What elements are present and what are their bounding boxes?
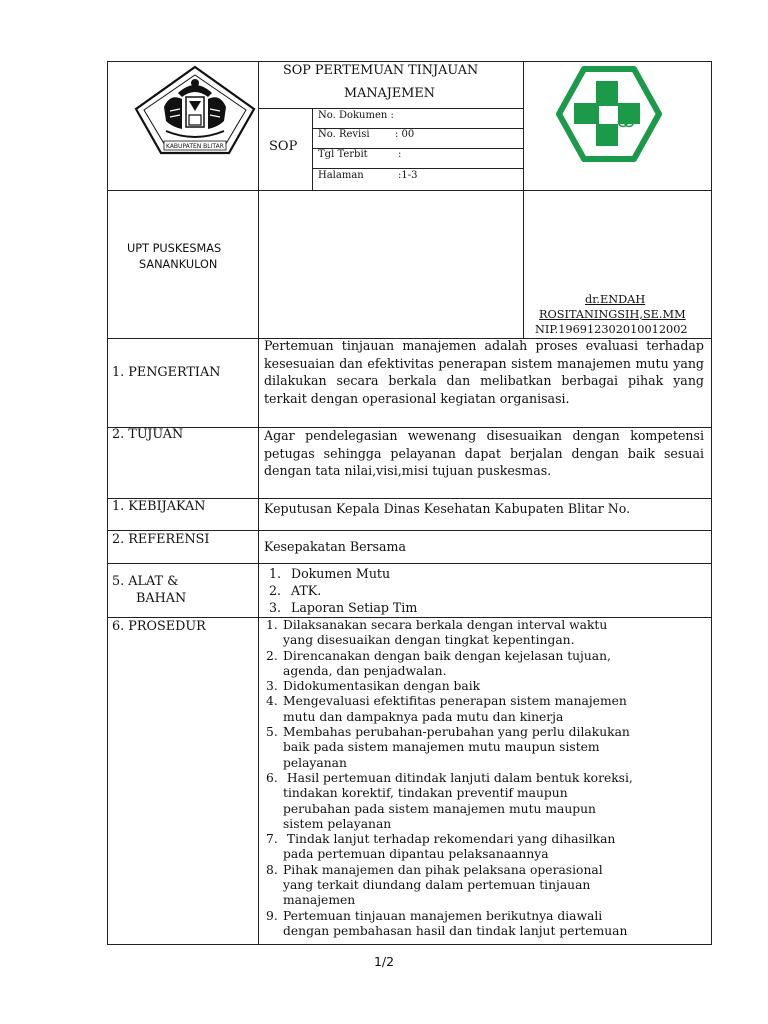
prosedur-item-line: mutu dan dampaknya pada mutu dan kinerja xyxy=(283,709,564,724)
alat-item-number: 3. xyxy=(269,600,282,615)
section-label-pengertian: 1. PENGERTIAN xyxy=(112,365,221,380)
prosedur-item-line: Membahas perubahan-perubahan yang perlu dilakukan xyxy=(283,725,630,740)
prosedur-item-line: Tindak lanjut terhadap rekomendari yang dihasilkan xyxy=(283,832,616,847)
field-tgl-terbit-label: Tgl Terbit xyxy=(318,149,368,160)
puskesmas-logo xyxy=(556,66,662,162)
section-text-tujuan: Agar pendelegasian wewenang disesuaikan dengan kompetensi petugas sehingga pelayanan dapat berjalan dengan baik sesuai dengan tata nilai,visi,misi tujuan puskesmas. xyxy=(264,428,704,478)
section-label-bahan: BAHAN xyxy=(136,591,187,606)
sop-document xyxy=(107,61,712,944)
field-no-revisi-label: No. Revisi xyxy=(318,129,370,140)
field-no-revisi-value: : 00 xyxy=(395,129,415,140)
section-label-tujuan: 2. TUJUAN xyxy=(112,427,184,442)
signatory-name-line1: dr.ENDAH xyxy=(585,293,646,306)
section-label-prosedur: 6. PROSEDUR xyxy=(112,619,206,634)
border-top xyxy=(107,61,712,62)
prosedur-item-line: Mengevaluasi efektifitas penerapan sistem manajemen xyxy=(283,694,627,709)
alat-item-number: 1. xyxy=(269,566,282,581)
field-halaman-value: :1-3 xyxy=(398,170,418,181)
prosedur-item xyxy=(259,909,709,940)
prosedur-item-number: 1. xyxy=(266,618,278,632)
page-number: 1/2 xyxy=(373,954,395,969)
prosedur-item-line: Dilaksanakan secara berkala dengan interval waktu xyxy=(283,618,608,632)
prosedur-item xyxy=(259,863,709,909)
document-title-line1: SOP PERTEMUAN TINJAUAN xyxy=(283,63,479,78)
section-text-pengertian: Pertemuan tinjauan manajemen adalah proses evaluasi terhadap kesesuaian dan efektivitas penerapan sistem manajemen mutu yang dilakukan secara berkala dan melibatkan berbagai pihak yang terkait dengan operasional kegiatan organisasi. xyxy=(264,338,704,406)
prosedur-item-line: tindakan korektif, tindakan preventif maupun xyxy=(283,786,568,801)
prosedur-item-number: 8. xyxy=(266,862,278,877)
prosedur-item-number: 4. xyxy=(266,694,278,709)
prosedur-list xyxy=(259,618,709,939)
field-tgl-terbit-value: : xyxy=(398,149,402,160)
prosedur-item-number: 2. xyxy=(266,648,278,663)
prosedur-item-number: 7. xyxy=(266,832,278,847)
prosedur-item xyxy=(259,679,709,694)
section-text-kebijakan: Keputusan Kepala Dinas Kesehatan Kabupaten Blitar No. xyxy=(264,501,631,516)
prosedur-item-line: baik pada sistem manajemen mutu maupun sistem xyxy=(283,740,600,755)
prosedur-item-line: Pihak manajemen dan pihak pelaksana operasional xyxy=(283,862,603,877)
prosedur-item-line: Hasil pertemuan ditindak lanjuti dalam bentuk koreksi, xyxy=(283,770,633,785)
prosedur-item-line: yang terkait diundang dalam pertemuan tinjauan xyxy=(283,878,591,893)
border-bottom xyxy=(107,944,712,945)
section-label-alat: 5. ALAT & xyxy=(112,574,179,589)
prosedur-item-number: 3. xyxy=(266,679,278,694)
prosedur-item-line: Direncanakan dengan baik dengan kejelasan tujuan, xyxy=(283,648,611,663)
logo-caption: KABUPATEN BLITAR xyxy=(166,143,224,150)
prosedur-item-line: agenda, dan penjadwalan. xyxy=(283,663,447,678)
prosedur-item-line: perubahan pada sistem manajemen mutu maupun xyxy=(283,801,596,816)
prosedur-item xyxy=(259,618,709,649)
prosedur-item-line: yang disesuaikan dengan tingkat kepentingan. xyxy=(283,633,575,648)
prosedur-item xyxy=(259,832,709,863)
prosedur-item-line: pelayanan xyxy=(283,755,347,770)
border-left xyxy=(107,61,108,944)
prosedur-item xyxy=(259,771,709,832)
section-label-kebijakan: 1. KEBIJAKAN xyxy=(112,499,206,514)
org-name-line1: UPT PUSKESMAS xyxy=(127,242,222,255)
prosedur-item xyxy=(259,725,709,771)
alat-item-number: 2. xyxy=(269,583,282,598)
prosedur-item-number: 6. xyxy=(266,770,278,785)
signatory-name-line2: ROSITANINGSIH,SE.MM xyxy=(539,308,686,321)
prosedur-item-line: manajemen xyxy=(283,893,356,908)
alat-item-text: Laporan Setiap Tim xyxy=(291,600,418,615)
section-text-referensi: Kesepakatan Bersama xyxy=(264,539,406,554)
field-halaman-label: Halaman xyxy=(318,170,364,181)
document-title-line2: MANAJEMEN xyxy=(344,86,435,101)
prosedur-item-number: 5. xyxy=(266,725,278,740)
prosedur-item-line: Pertemuan tinjauan manajemen berikutnya diawali xyxy=(283,908,603,923)
sop-label: SOP xyxy=(269,139,298,154)
prosedur-item-number: 9. xyxy=(266,908,278,923)
alat-item-text: ATK. xyxy=(291,583,322,598)
prosedur-item-line: pada pertemuan dipantau pelaksanaannya xyxy=(283,847,549,862)
prosedur-item-line: sistem pelayanan xyxy=(283,816,392,831)
border-right xyxy=(711,61,712,944)
org-name-line2: SANANKULON xyxy=(139,258,218,271)
signatory-nip: NIP.196912302010012002 xyxy=(535,323,688,336)
prosedur-item xyxy=(259,649,709,680)
prosedur-item xyxy=(259,694,709,725)
alat-item-text: Dokumen Mutu xyxy=(291,566,391,581)
section-label-referensi: 2. REFERENSI xyxy=(112,532,210,547)
prosedur-item-line: dengan pembahasan hasil dan tindak lanjut pertemuan xyxy=(283,923,628,938)
prosedur-item-line: Didokumentasikan dengan baik xyxy=(283,679,481,694)
field-no-dokumen-label: No. Dokumen : xyxy=(318,110,394,121)
